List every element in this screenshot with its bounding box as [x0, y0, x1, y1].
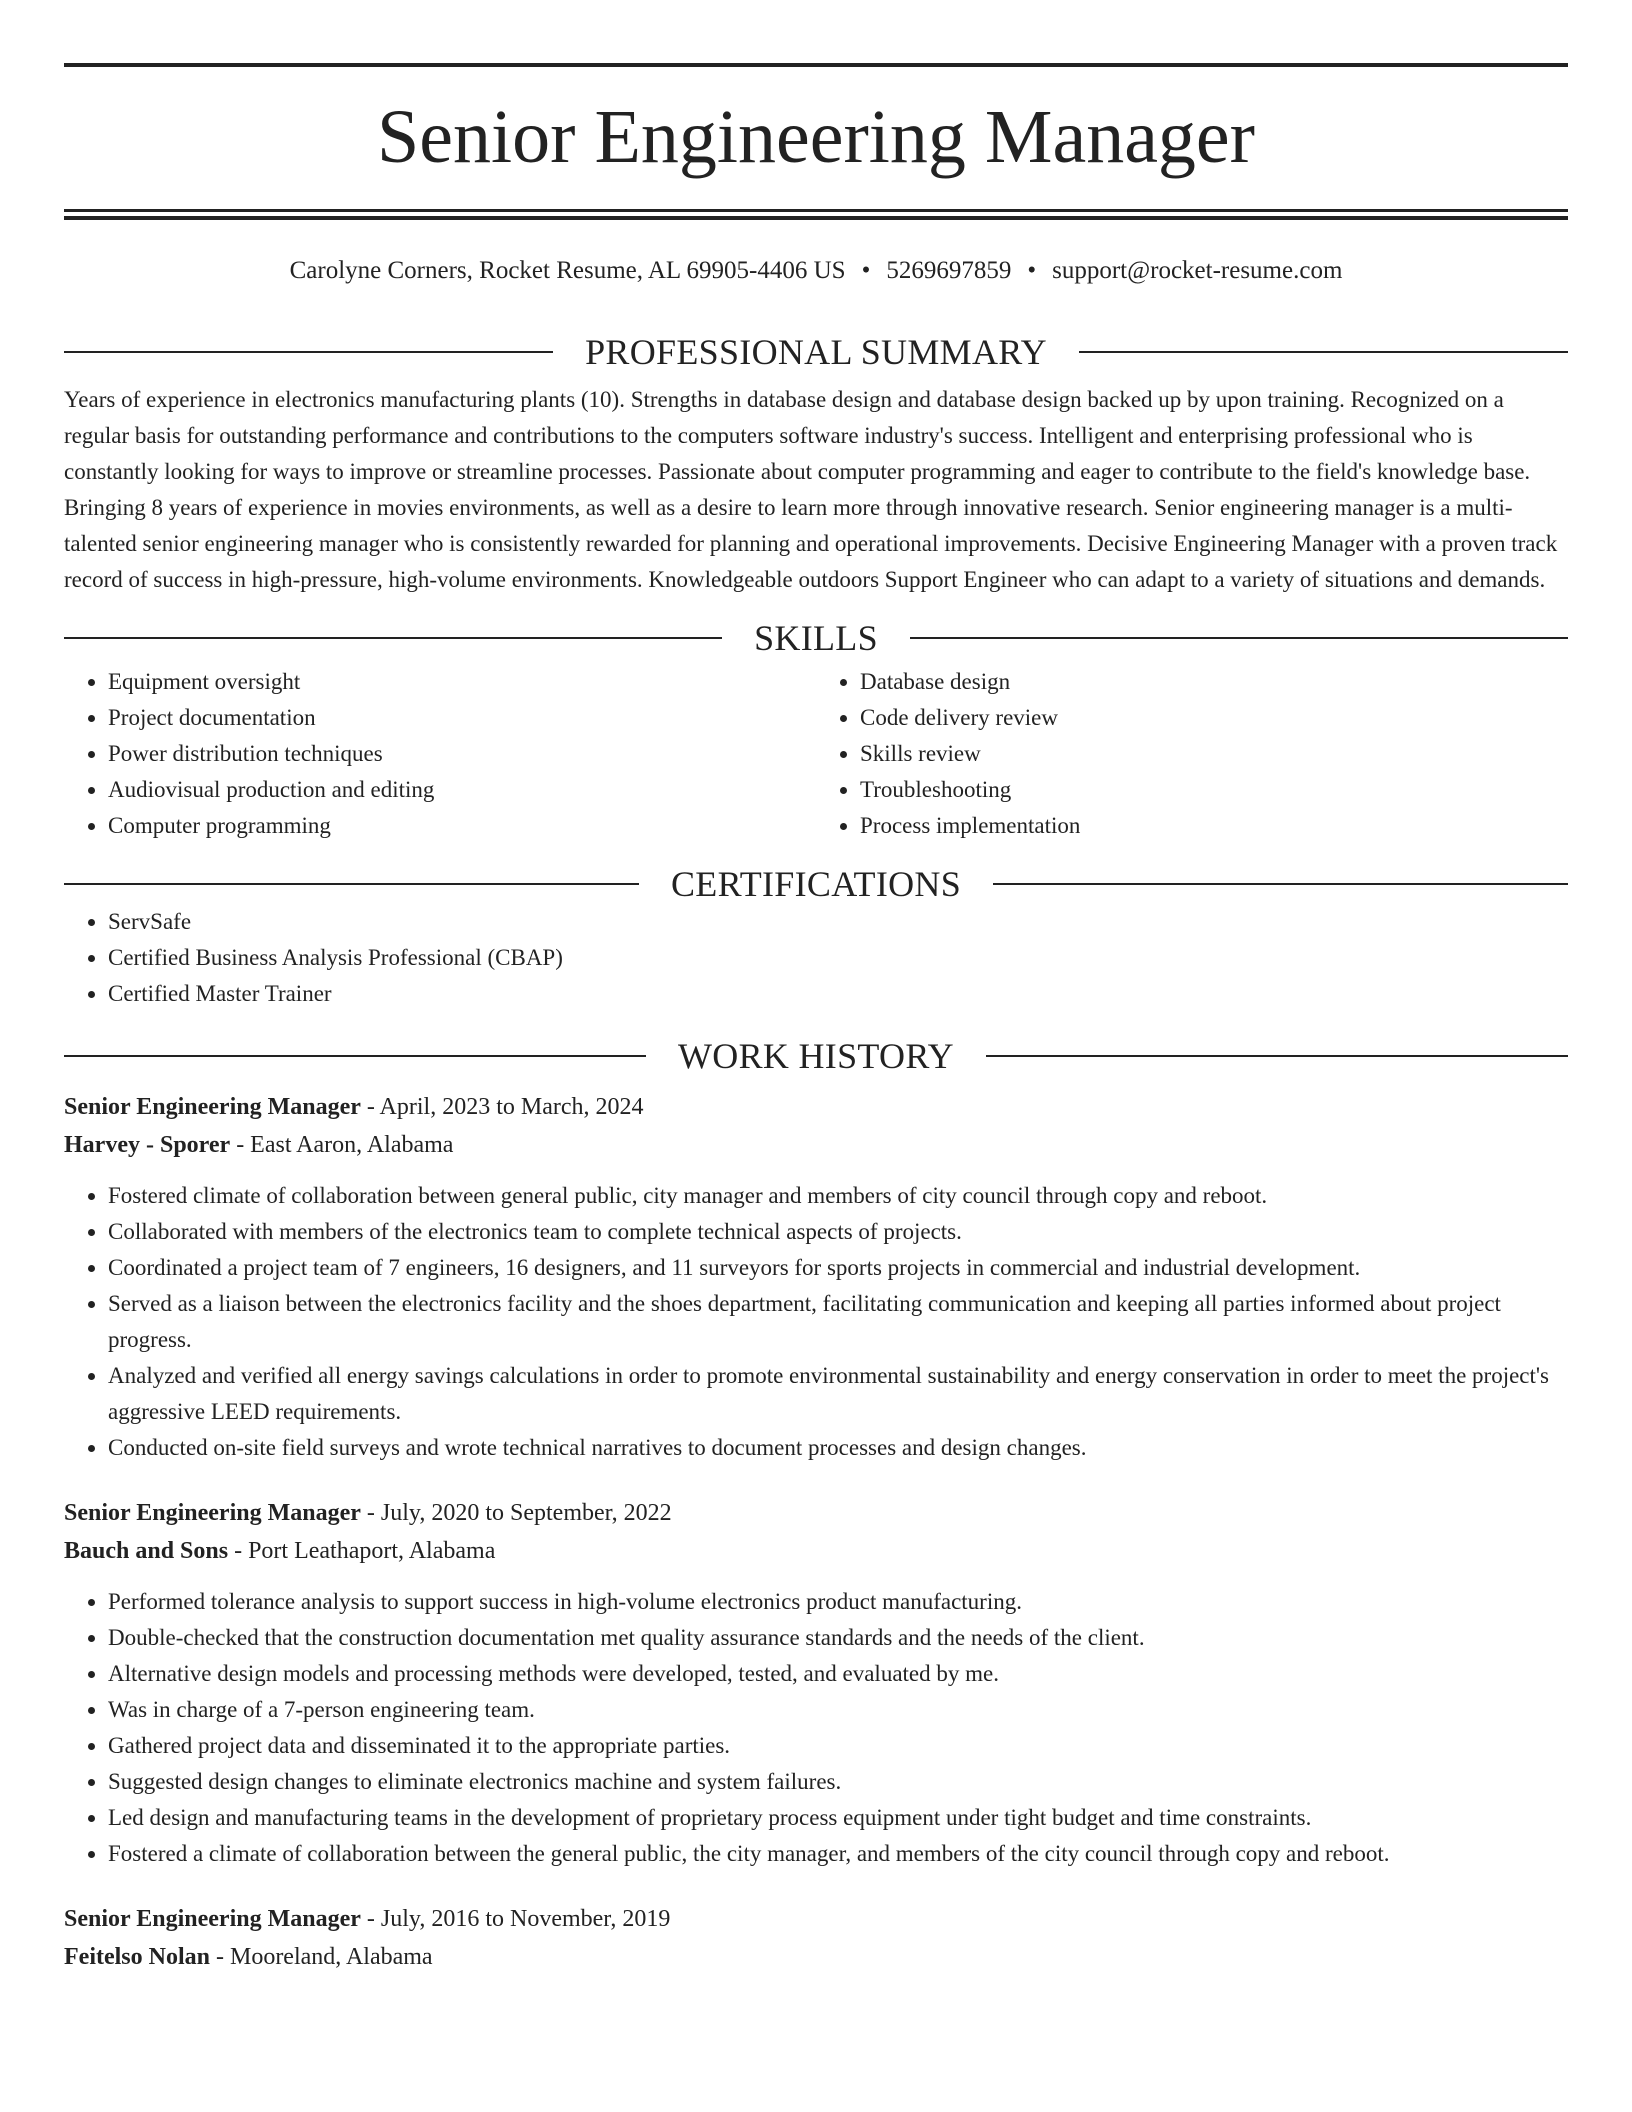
list-item: • Coordinated a project team of 7 engineers, 16 designers, and 11 surveyors for sports projects in commercial and industrial development. [108, 1250, 1568, 1286]
list-item: • Fostered a climate of collaboration between the general public, the city manager, and members of the city council through copy and reboot. [108, 1836, 1568, 1872]
skills-list-right [816, 664, 1568, 844]
job-company-line [64, 1532, 1568, 1570]
job-location: - Port Leathaport, Alabama [228, 1538, 496, 1564]
contact-separator: • [861, 257, 871, 284]
job-entry [64, 1494, 1568, 1872]
list-item: • Project documentation [108, 700, 816, 736]
list-item: • Was in charge of a 7-person engineering team. [108, 1692, 1568, 1728]
section-heading-certifications [64, 864, 1568, 904]
job-title-line [64, 1088, 1568, 1126]
job-company: Bauch and Sons [64, 1538, 229, 1564]
list-item: • Led design and manufacturing teams in the development of proprietary process equipment under tight budget and time constraints. [108, 1800, 1568, 1836]
list-item: • Skills review [860, 736, 1568, 772]
contact-separator: • [1027, 257, 1037, 284]
job-title-line [64, 1900, 1568, 1938]
job-title: Senior Engineering Manager [64, 1094, 361, 1120]
heading-rule-right [993, 883, 1568, 885]
page-title: Senior Engineering Manager [377, 95, 1255, 179]
job-entry [64, 1088, 1568, 1466]
job-dates: - July, 2016 to November, 2019 [360, 1906, 671, 1932]
job-entry [64, 1900, 1568, 1976]
job-company-line [64, 1938, 1568, 1976]
job-title: Senior Engineering Manager [64, 1906, 361, 1932]
list-item: • Collaborated with members of the electronics team to complete technical aspects of projects. [108, 1214, 1568, 1250]
list-item: • ServSafe [108, 904, 1568, 940]
skills-columns [64, 664, 1568, 844]
job-location: - Mooreland, Alabama [209, 1944, 433, 1970]
section-heading-skills [64, 618, 1568, 658]
list-item: • Double-checked that the construction documentation met quality assurance standards and the needs of the client. [108, 1620, 1568, 1656]
contact-line [64, 258, 1568, 290]
list-item: • Process implementation [860, 808, 1568, 844]
job-title: Senior Engineering Manager [64, 1500, 361, 1526]
list-item: • Alternative design models and processing methods were developed, tested, and evaluated by me. [108, 1656, 1568, 1692]
job-dates: - July, 2020 to September, 2022 [360, 1500, 672, 1526]
summary-text: Years of experience in electronics manufacturing plants (10). Strengths in database design and database design backed up by upon training. Recognized on a regular basis for outstanding performance and contributions to the computers software industry's success. Intelligent and enterprising professional who is constantly looking for ways to improve or streamline processes. Passionate about computer programming and eager to contribute to the field's knowledge base. Bringing 8 years of experience in movies environments, as well as a desire to learn more through innovative research. Senior engineering manager is a multi-talented senior engineering manager who is consistently rewarded for planning and operational improvements. Decisive Engineering Manager with a proven track record of success in high-pressure, high-volume environments. Knowledgeable outdoors Support Engineer who can adapt to a variety of situations and demands. [64, 387, 1558, 592]
list-item: • Suggested design changes to eliminate electronics machine and system failures. [108, 1764, 1568, 1800]
list-item: • Audiovisual production and editing [108, 772, 816, 808]
contact-address: Carolyne Corners, Rocket Resume, AL 69905-4406 US [289, 257, 846, 284]
job-company: Feitelso Nolan [64, 1944, 210, 1970]
heading-rule-left [64, 637, 722, 639]
job-title-line [64, 1494, 1568, 1532]
list-item: • Power distribution techniques [108, 736, 816, 772]
job-location: - East Aaron, Alabama [230, 1132, 454, 1158]
list-item: • Certified Business Analysis Professional (CBAP) [108, 940, 1568, 976]
job-bullets [64, 1584, 1568, 1872]
list-item: • Conducted on-site field surveys and wrote technical narratives to document processes and design changes. [108, 1430, 1568, 1466]
section-heading-work-history [64, 1036, 1568, 1076]
list-item: • Analyzed and verified all energy savings calculations in order to promote environmental sustainability and energy conservation in order to meet the project's aggressive LEED requirements. [108, 1358, 1568, 1430]
list-item: • Code delivery review [860, 700, 1568, 736]
section-heading-label: SKILLS [754, 618, 878, 658]
heading-rule-right [986, 1055, 1568, 1057]
skills-list-left [64, 664, 816, 844]
list-item: • Computer programming [108, 808, 816, 844]
list-item: • Gathered project data and disseminated it to the appropriate parties. [108, 1728, 1568, 1764]
list-item: • Equipment oversight [108, 664, 816, 700]
list-item: • Performed tolerance analysis to support success in high-volume electronics product manufacturing. [108, 1584, 1568, 1620]
title-double-rule [64, 209, 1568, 220]
certifications-list [64, 904, 1568, 1012]
list-item: • Fostered climate of collaboration between general public, city manager and members of city council through copy and reboot. [108, 1178, 1568, 1214]
job-company: Harvey - Sporer [64, 1132, 231, 1158]
heading-rule-left [64, 1055, 646, 1057]
job-company-line [64, 1126, 1568, 1164]
section-heading-summary [64, 332, 1568, 372]
section-heading-label: CERTIFICATIONS [670, 864, 962, 904]
list-item: • Served as a liaison between the electronics facility and the shoes department, facilitating communication and keeping all parties informed about project progress. [108, 1286, 1568, 1358]
list-item: • Database design [860, 664, 1568, 700]
heading-rule-left [64, 883, 639, 885]
section-heading-label: WORK HISTORY [678, 1036, 954, 1076]
heading-rule-right [1079, 351, 1568, 353]
section-heading-label: PROFESSIONAL SUMMARY [585, 332, 1047, 372]
top-rule [64, 63, 1568, 67]
list-item: • Certified Master Trainer [108, 976, 1568, 1012]
job-bullets [64, 1178, 1568, 1466]
contact-email[interactable]: support@rocket-resume.com [1052, 257, 1343, 284]
heading-rule-right [910, 637, 1568, 639]
job-dates: - April, 2023 to March, 2024 [360, 1094, 644, 1120]
contact-phone: 5269697859 [886, 257, 1012, 284]
list-item: • Troubleshooting [860, 772, 1568, 808]
heading-rule-left [64, 351, 553, 353]
